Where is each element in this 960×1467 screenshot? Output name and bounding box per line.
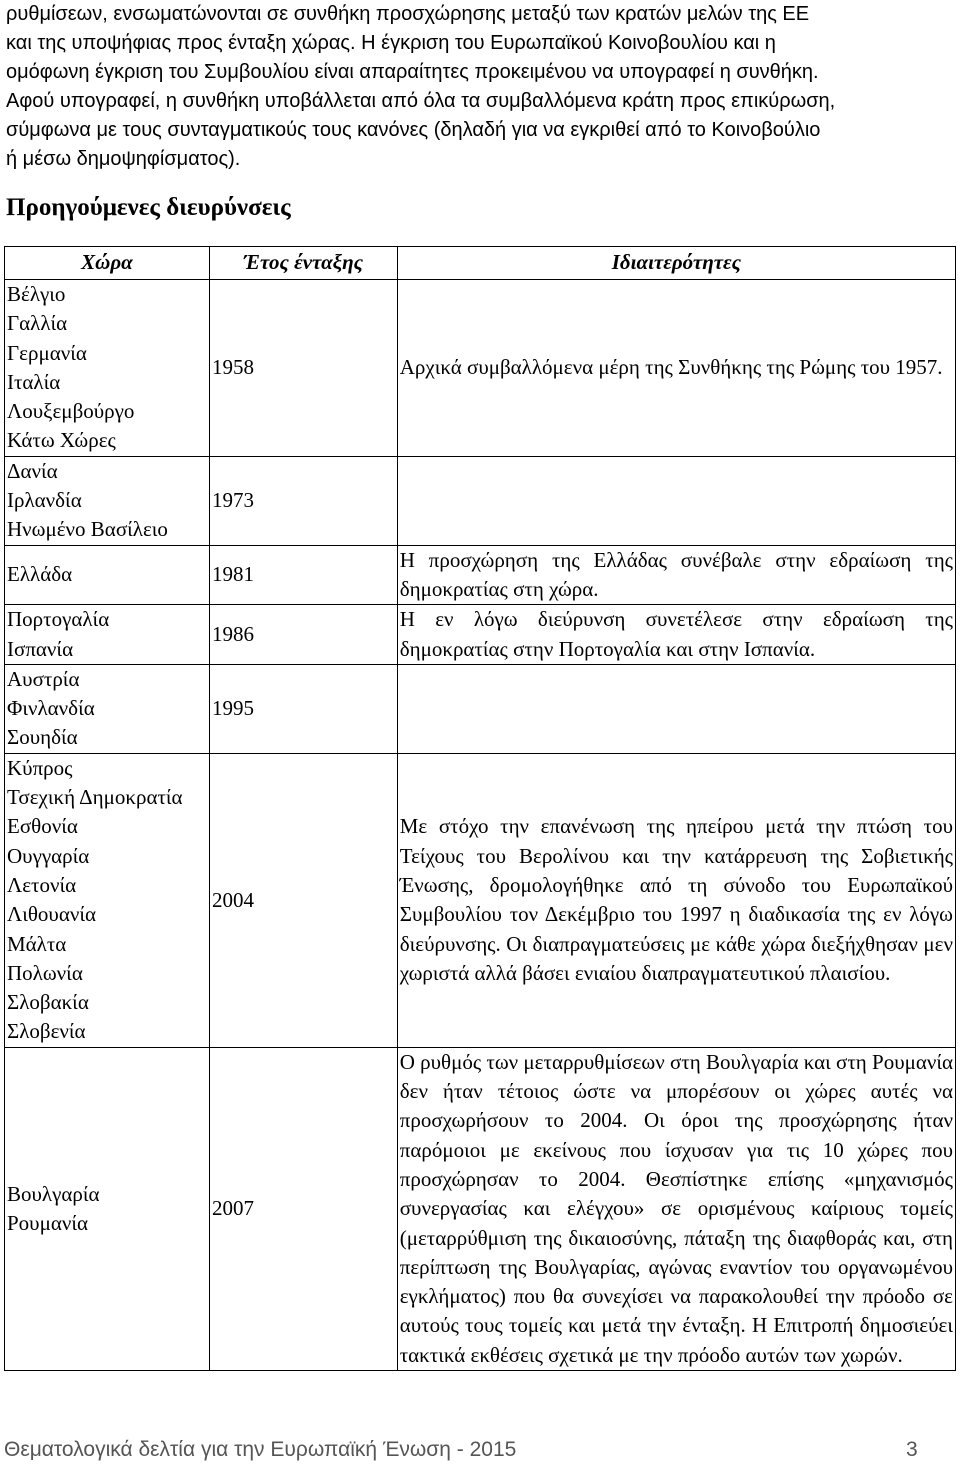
notes-cell xyxy=(397,456,955,545)
intro-paragraph xyxy=(6,0,954,174)
intro-line: ή μέσω δημοψηφίσματος). xyxy=(6,148,241,170)
country-name: Βέλγιο xyxy=(7,282,66,306)
accession-year: 1986 xyxy=(209,605,397,665)
country-name: Γαλλία xyxy=(7,311,68,336)
countries-cell xyxy=(5,605,210,665)
page-footer xyxy=(4,1434,924,1466)
table-row xyxy=(5,753,956,1047)
notes-cell: Αρχικά συμβαλλόμενα μέρη της Συνθήκης της Ρώμης του 1957. xyxy=(397,280,955,457)
table-row xyxy=(5,280,956,457)
country-name: Δανία xyxy=(7,458,58,483)
country-column-header: Χώρα xyxy=(5,247,210,280)
table-row xyxy=(5,1047,956,1370)
accession-year: 1981 xyxy=(209,545,397,605)
country-name: Τσεχική Δημοκρατία xyxy=(7,785,183,810)
countries-cell xyxy=(5,456,210,545)
section-heading: Προηγούμενες διευρύνσεις xyxy=(6,194,291,221)
country-name: Σουηδία xyxy=(7,725,78,750)
notes-cell: Ο ρυθμός των μεταρρυθμίσεων στη Βουλγαρία και στη Ρουμανία δεν ήταν τέτοιος ώστε να μπορέσουν οι χώρες αυτές να προσχωρήσουν το 2004. Οι όροι της προσχώρησης ήταν παρόμοιοι με εκείνους που ίσχυσαν για τις 10 χώρες που προσχώρησαν το 2004. Θεσπίστηκε επίσης «μηχανισμός συνεργασίας και ελέγχου» σε ορισμένους καίριους τομείς (μεταρρύθμιση της δικαιοσύνης, πάταξη της διαφθοράς και, στη περίπτωση της Βουλγαρίας, αγώνας εναντίον του οργανωμένου εγκλήματος) που θα συνεχίσει να παρακολουθεί την πρόοδο σε αυτούς τους τομείς και μετά την ένταξη. Η Επιτροπή δημοσιεύει τακτικά εκθέσεις σχετικά με την πρόοδο αυτών των χωρών. xyxy=(397,1047,955,1370)
notes-cell: Με στόχο την επανένωση της ηπείρου μετά την πτώση του Τείχους του Βερολίνου και την κατάρρευση της Σοβιετικής Ένωσης, δρομολογήθηκε από τη σύνοδο του Ευρωπαϊκού Συμβουλίου τον Δεκέμβριο του 1997 η διαδικασία της εν λόγω διεύρυνσης. Οι διαπραγματεύσεις με κάθε χώρα διεξήχθησαν μεν χωριστά αλλά βάσει ενιαίου διαπραγματευτικού πλαισίου. xyxy=(397,753,955,1047)
notes-cell xyxy=(397,664,955,753)
enlargements-table xyxy=(4,246,956,1371)
table-body xyxy=(5,280,956,1371)
country-name: Σλοβακία xyxy=(7,990,89,1015)
accession-year: 1995 xyxy=(209,664,397,753)
country-name: Γερμανία xyxy=(7,340,87,365)
table-header-row xyxy=(5,247,956,280)
country-name: Πορτογαλία xyxy=(7,607,110,632)
country-name: Λιθουανία xyxy=(7,902,96,927)
intro-line: Αφού υπογραφεί, η συνθήκη υποβάλλεται από όλα τα συμβαλλόμενα κράτη προς επικύρωση, xyxy=(6,90,836,112)
countries-cell xyxy=(5,753,210,1047)
country-name: Εσθονία xyxy=(7,814,78,839)
accession-year: 1973 xyxy=(209,456,397,545)
intro-line: ομόφωνη έγκριση του Συμβουλίου είναι απαραίτητες προκειμένου να υπογραφεί η συνθήκη. xyxy=(6,61,819,83)
table-row xyxy=(5,664,956,753)
country-name: Ηνωμένο Βασίλειο xyxy=(7,517,168,542)
year-column-header: Έτος ένταξης xyxy=(209,247,397,280)
table-row xyxy=(5,605,956,665)
country-name: Ιρλανδία xyxy=(7,488,82,513)
footer-text: Θεματολογικά δελτία για την Ευρωπαϊκή Ένωση - 2015 xyxy=(4,1438,517,1461)
intro-line: και της υποψήφιας προς ένταξη χώρας. Η έγκριση του Ευρωπαϊκού Κοινοβουλίου και η xyxy=(6,32,776,54)
country-name: Λουξεμβούργο xyxy=(7,399,135,424)
country-name: Ισπανία xyxy=(7,636,74,661)
page-number: 3 xyxy=(906,1438,918,1461)
country-name: Μάλτα xyxy=(7,931,67,956)
country-name: Φινλανδία xyxy=(7,696,95,721)
country-name: Βουλγαρία xyxy=(7,1181,100,1206)
country-name: Πολωνία xyxy=(7,960,83,985)
accession-year: 2004 xyxy=(209,753,397,1047)
table-row xyxy=(5,545,956,605)
country-name: Αυστρία xyxy=(7,666,80,691)
country-name: Ουγγαρία xyxy=(7,843,90,868)
country-name: Ιταλία xyxy=(7,369,61,394)
countries-cell xyxy=(5,664,210,753)
country-name: Ελλάδα xyxy=(7,562,73,587)
notes-cell: Η εν λόγω διεύρυνση συνετέλεσε στην εδραίωση της δημοκρατίας στην Πορτογαλία και στην Ισπανία. xyxy=(397,605,955,665)
countries-cell xyxy=(5,545,210,605)
country-name: Κάτω Χώρες xyxy=(7,428,116,453)
intro-line: σύμφωνα με τους συνταγματικούς τους κανόνες (δηλαδή για να εγκριθεί από το Κοινοβούλιο xyxy=(6,119,821,141)
country-name: Ρουμανία xyxy=(7,1210,88,1235)
notes-column-header: Ιδιαιτερότητες xyxy=(397,247,955,280)
country-name: Λετονία xyxy=(7,872,77,897)
notes-cell: Η προσχώρηση της Ελλάδας συνέβαλε στην εδραίωση της δημοκρατίας στη χώρα. xyxy=(397,545,955,605)
intro-line: ρυθμίσεων, ενσωματώνονται σε συνθήκη προσχώρησης μεταξύ των κρατών μελών της ΕΕ xyxy=(6,3,810,25)
country-name: Κύπρος xyxy=(7,755,73,780)
accession-year: 2007 xyxy=(209,1047,397,1370)
country-name: Σλοβενία xyxy=(7,1019,86,1044)
table-row xyxy=(5,456,956,545)
countries-cell xyxy=(5,1047,210,1370)
accession-year: 1958 xyxy=(209,280,397,457)
countries-cell xyxy=(5,280,210,457)
